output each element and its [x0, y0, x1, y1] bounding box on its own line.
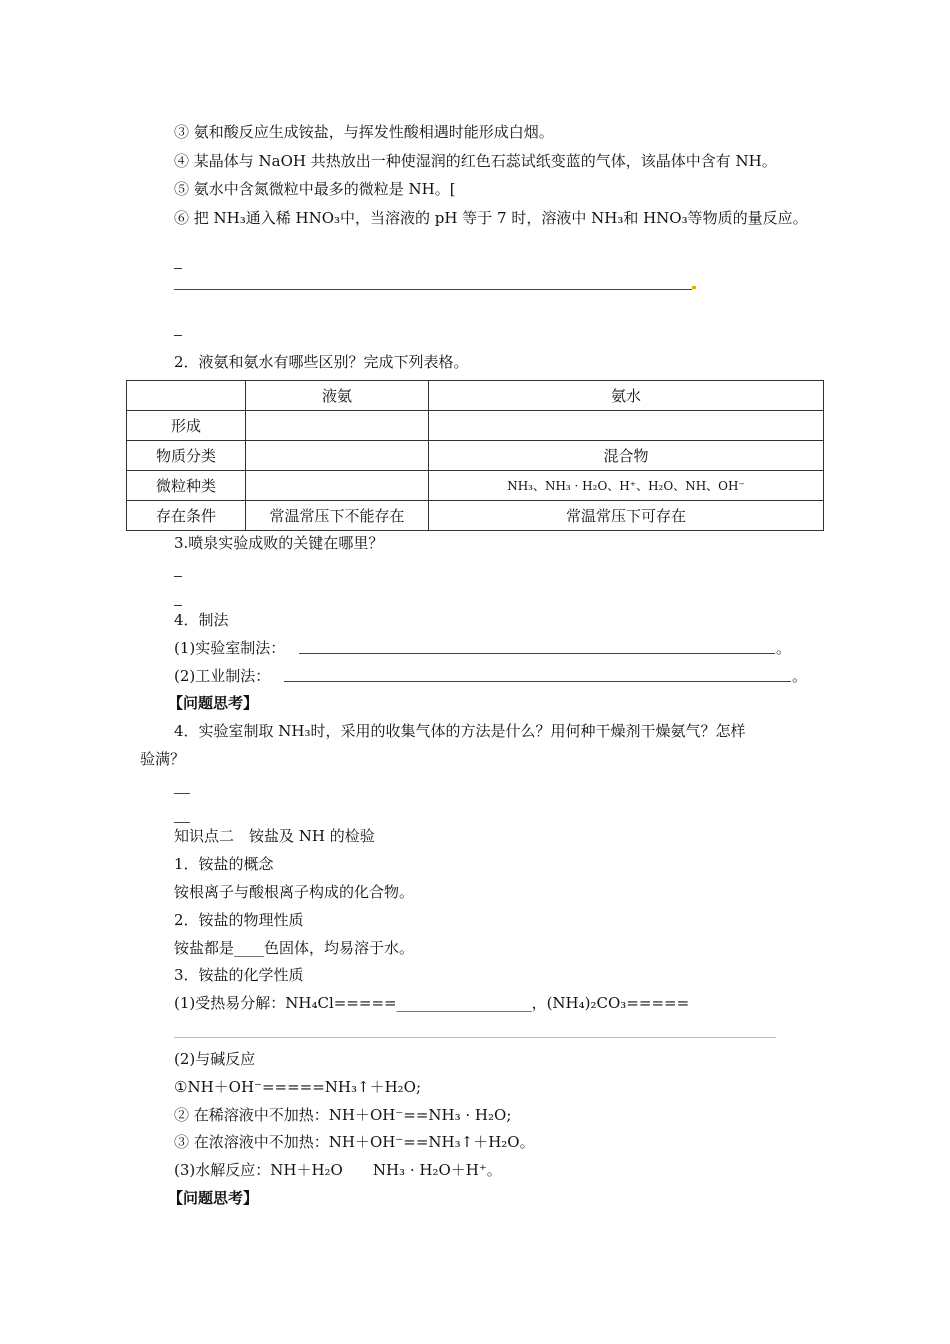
item-6: ⑥ 把 NH₃通入稀 HNO₃中，当溶液的 pH 等于 7 时，溶液中 NH₃和 HNO₃等物质的量反应。 — [174, 209, 808, 227]
question-4-line2: 验满？ — [140, 750, 186, 768]
answer-line — [174, 289, 692, 290]
item-4: ④ 某晶体与 NaOH 共热放出一种使湿润的红色石蕊试纸变蓝的气体，该晶体中含有 NH。 — [174, 152, 777, 170]
table-header: 氨水 — [429, 381, 824, 411]
answer-line — [174, 1037, 776, 1038]
reaction-2: ② 在稀溶液中不加热：NH＋OH⁻==NH₃ · H₂O; — [174, 1106, 512, 1124]
think-heading-1: 【问题思考】 — [168, 694, 259, 712]
table-row — [127, 471, 824, 501]
dash-mark — [174, 268, 182, 269]
section-2-p3: (1)受热易分解：NH₄Cl=====__________________，(NH₄)₂CO₃===== — [174, 994, 690, 1012]
table-cell: 形成 — [127, 411, 246, 441]
reaction-3: ③ 在浓溶液中不加热：NH＋OH⁻==NH₃↑＋H₂O。 — [174, 1133, 535, 1151]
think-heading-2: 【问题思考】 — [168, 1189, 259, 1207]
table-cell: NH₃、NH₃ · H₂O、H⁺、H₂O、NH、OH⁻ — [429, 471, 824, 501]
section-2-h4: (2)与碱反应 — [174, 1050, 256, 1068]
table-cell — [246, 441, 429, 471]
dash-mark — [174, 822, 190, 823]
table-cell: 存在条件 — [127, 501, 246, 531]
comparison-table — [126, 380, 824, 531]
prep-lab-label: (1)实验室制法： — [174, 639, 286, 657]
table-row — [127, 411, 824, 441]
table-cell: 常温常压下可存在 — [429, 501, 824, 531]
section-2-p1: 铵根离子与酸根离子构成的化合物。 — [174, 883, 415, 901]
prep-industry-label: (2)工业制法： — [174, 667, 271, 685]
question-3: 3.喷泉实验成败的关键在哪里？ — [174, 534, 384, 552]
question-2: 2．液氨和氨水有哪些区别？完成下列表格。 — [174, 353, 469, 371]
dash-mark — [174, 576, 182, 577]
dash-mark — [174, 335, 182, 336]
table-cell — [429, 411, 824, 441]
prep-industry-blank — [284, 681, 791, 682]
table-cell: 物质分类 — [127, 441, 246, 471]
reaction-4: (3)水解反应：NH＋H₂O NH₃ · H₂O＋H⁺。 — [174, 1161, 502, 1179]
item-5: ⑤ 氨水中含氮微粒中最多的微粒是 NH。[ — [174, 180, 456, 198]
prep-title: 4．制法 — [174, 611, 229, 629]
table-header — [127, 381, 246, 411]
table-cell — [246, 471, 429, 501]
table-cell: 微粒种类 — [127, 471, 246, 501]
table-header-row — [127, 381, 824, 411]
reaction-1: ①NH＋OH⁻=====NH₃↑＋H₂O; — [174, 1078, 422, 1096]
table-header: 液氨 — [246, 381, 429, 411]
section-2-p2: 铵盐都是____色固体，均易溶于水。 — [174, 939, 415, 957]
prep-lab-blank — [299, 653, 775, 654]
table-row — [127, 441, 824, 471]
section-2-h3: 3．铵盐的化学性质 — [174, 966, 304, 984]
prep-lab-end: 。 — [776, 639, 792, 657]
question-4-line1: 4．实验室制取 NH₃时，采用的收集气体的方法是什么？用何种干燥剂干燥氨气？怎样 — [174, 722, 746, 740]
marker-dot — [692, 286, 696, 289]
table-row — [127, 501, 824, 531]
table-cell: 常温常压下不能存在 — [246, 501, 429, 531]
dash-mark — [174, 605, 182, 606]
dash-mark — [174, 793, 190, 794]
table-cell — [246, 411, 429, 441]
item-3: ③ 氨和酸反应生成铵盐，与挥发性酸相遇时能形成白烟。 — [174, 123, 554, 141]
prep-industry-end: 。 — [792, 667, 808, 685]
section-2-title: 知识点二 铵盐及 NH 的检验 — [174, 827, 375, 845]
table-cell: 混合物 — [429, 441, 824, 471]
section-2-h1: 1．铵盐的概念 — [174, 855, 274, 873]
section-2-h2: 2．铵盐的物理性质 — [174, 911, 304, 929]
